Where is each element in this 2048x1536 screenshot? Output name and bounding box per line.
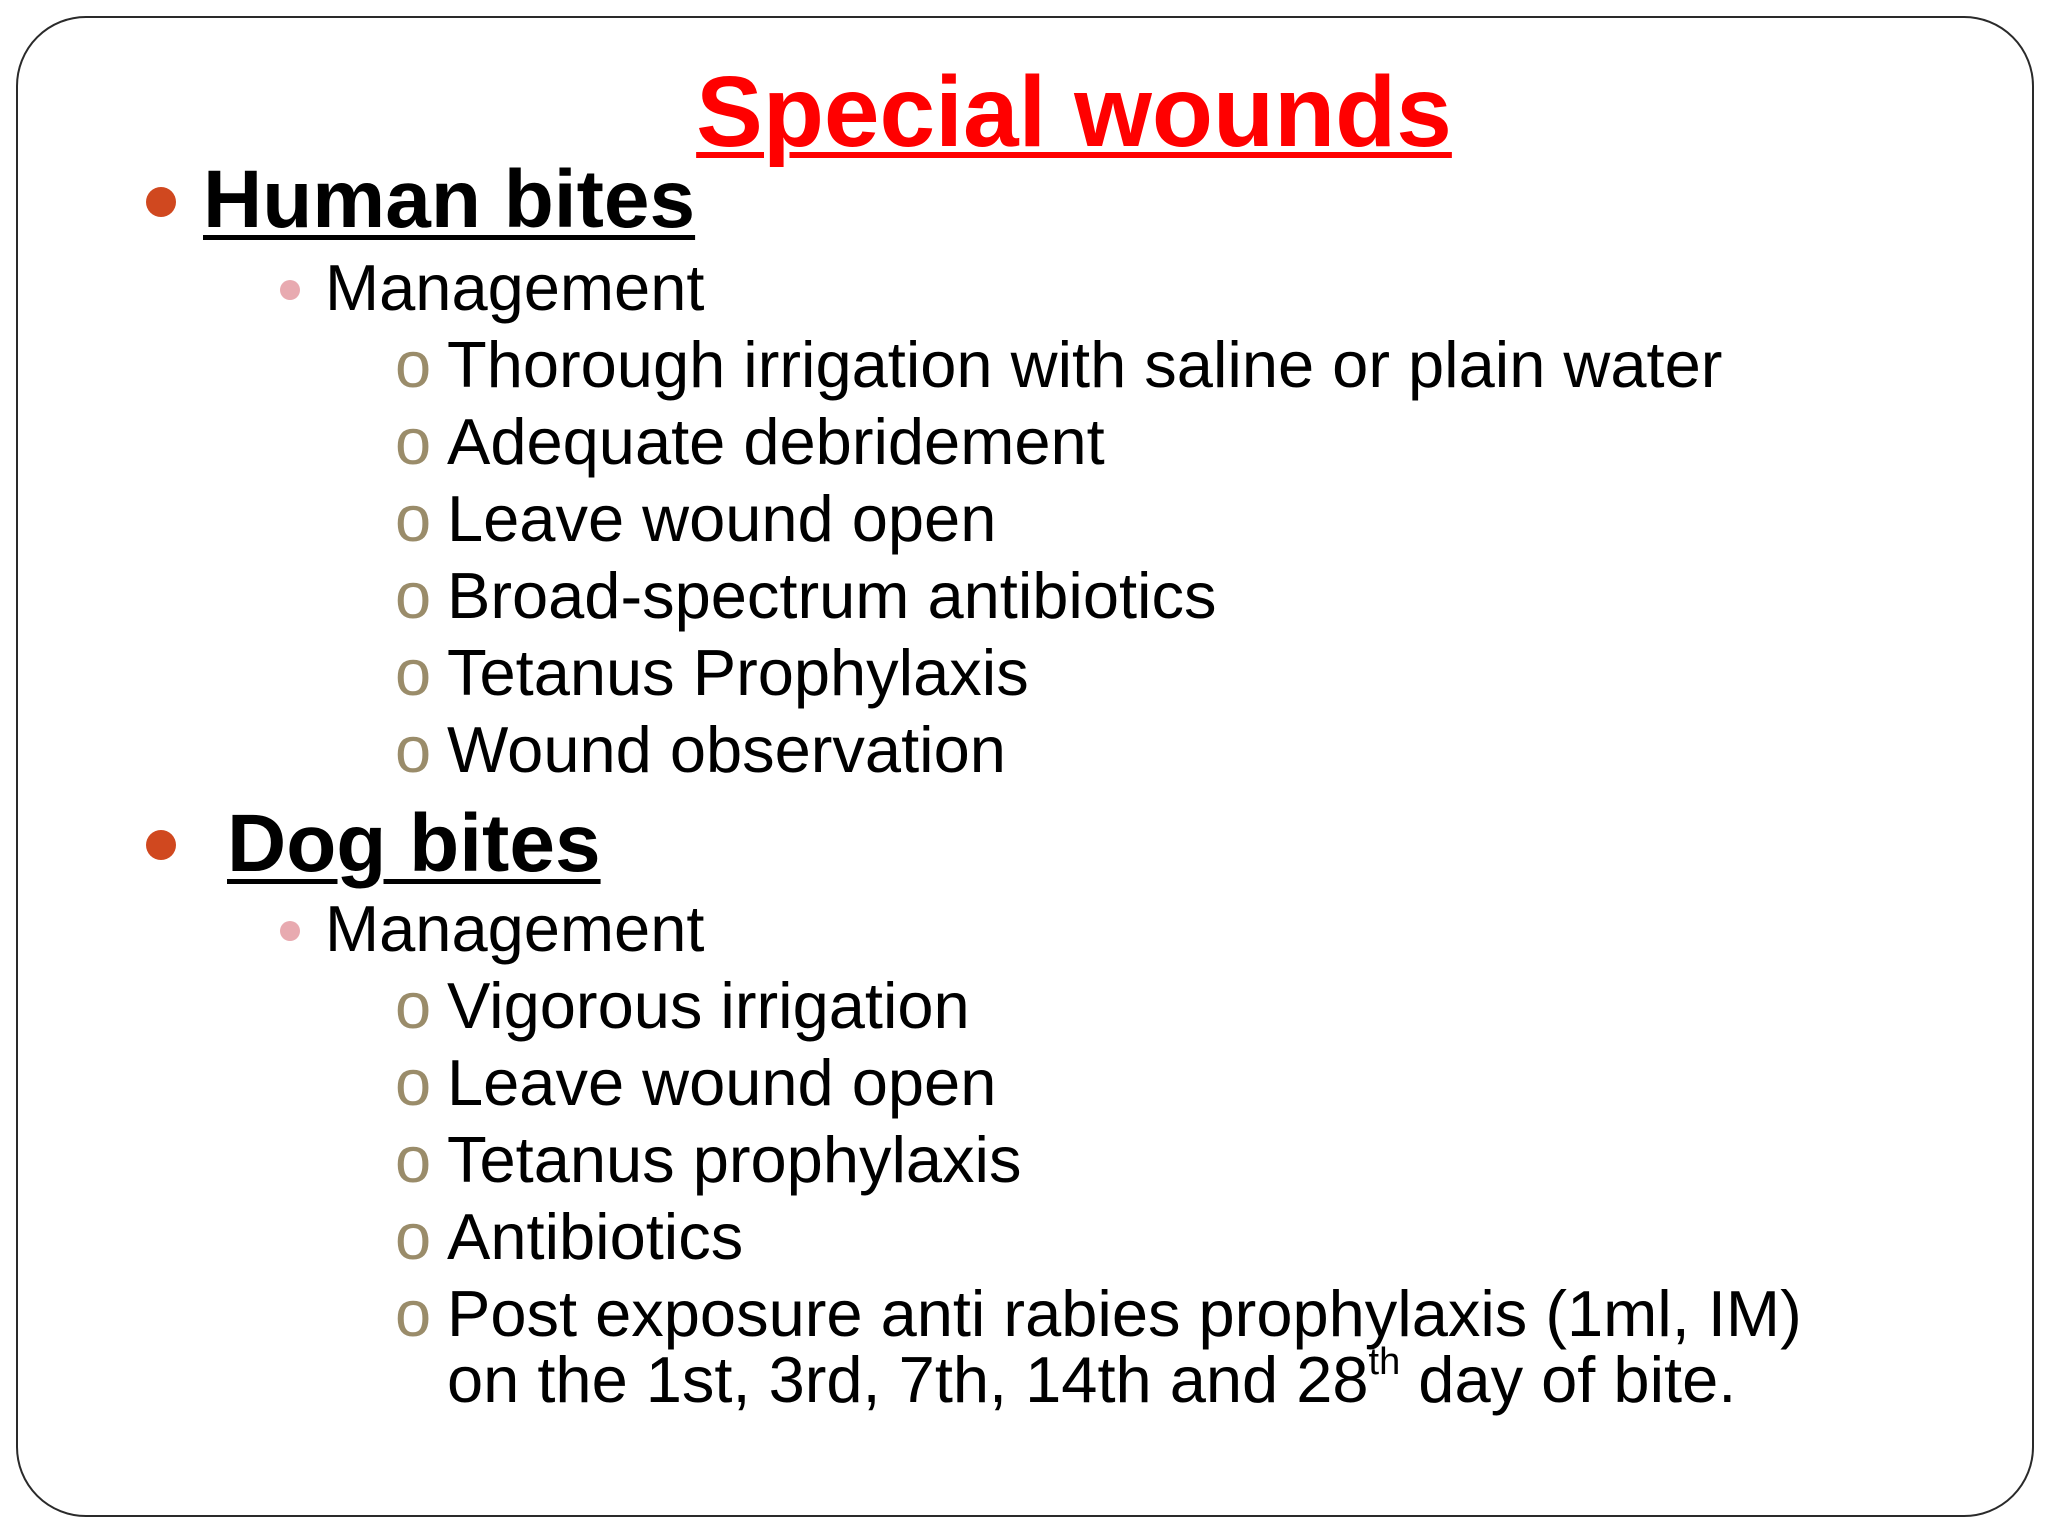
circle-bullet-icon: o: [395, 1123, 432, 1196]
list-item: o Tetanus prophylaxis: [395, 1123, 1022, 1196]
circle-bullet-icon: o: [395, 559, 432, 632]
section-heading: Human bites: [203, 154, 696, 245]
circle-bullet-icon: o: [395, 328, 432, 401]
bullet-dot-icon: [146, 187, 176, 217]
circle-bullet-icon: o: [395, 1200, 432, 1273]
list-item: o Tetanus Prophylaxis: [395, 636, 1029, 709]
list-item: o Post exposure anti rabies prophylaxis (1ml, IM) on the 1st, 3rd, 7th, 14th and 28th day of bite.: [395, 1277, 1802, 1416]
list-item: o Leave wound open: [395, 1046, 997, 1119]
circle-bullet-icon: o: [395, 969, 432, 1042]
list-item: o Broad-spectrum antibiotics: [395, 559, 1217, 632]
list-item: o Leave wound open: [395, 482, 997, 555]
section-heading: Dog bites: [227, 798, 601, 889]
list-item: o Adequate debridement: [395, 405, 1105, 478]
circle-bullet-icon: o: [395, 1046, 432, 1119]
subheading-management: Management: [325, 251, 705, 324]
subheading-management: Management: [325, 892, 705, 965]
slide-title: Special wounds: [696, 56, 1452, 168]
circle-bullet-icon: o: [395, 482, 432, 555]
list-item: o Vigorous irrigation: [395, 969, 970, 1042]
circle-bullet-icon: o: [395, 713, 432, 786]
circle-bullet-icon: o: [395, 636, 432, 709]
list-item: o Wound observation: [395, 713, 1006, 786]
list-item: o Antibiotics: [395, 1200, 744, 1273]
bullet-dot-icon: [280, 921, 300, 941]
bullet-dot-icon: [146, 830, 176, 860]
bullet-dot-icon: [280, 280, 300, 300]
circle-bullet-icon: o: [395, 1277, 432, 1350]
list-item: o Thorough irrigation with saline or plain water: [395, 328, 1723, 401]
circle-bullet-icon: o: [395, 405, 432, 478]
